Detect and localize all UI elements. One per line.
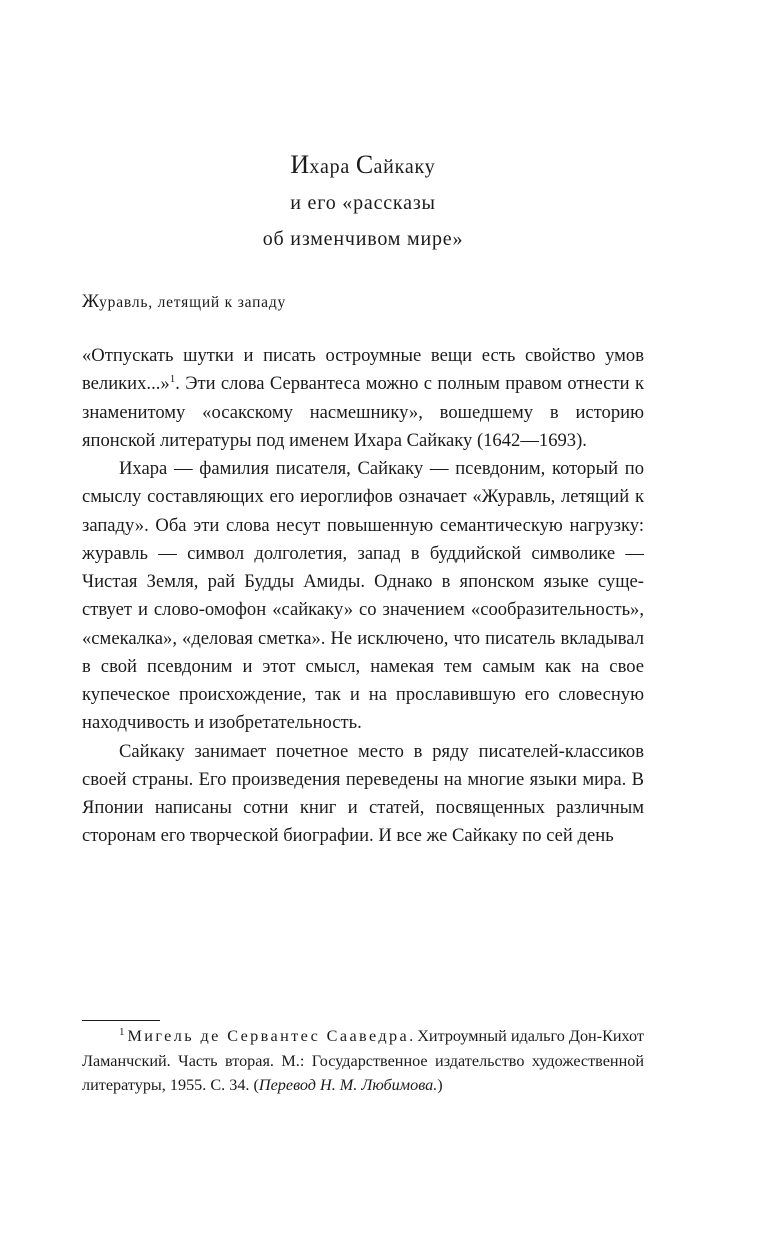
paragraph-1 [82,342,644,455]
title-initial-2: С [355,150,374,179]
paragraph-2: Ихара — фамилия писателя, Сайкаку — псевдоним, который по смыслу составляющих его иероглифов означает «Журавль, летящий к западу». Оба эти слова несут повышенную семантическую нагрузку: журавль — символ долголетия, запад в буддийской символике — Чистая Земля, рай Будды Амиды. Однако в японском языке существует и слово-омофон «сайкаку» со значением «сообразительность», «смекалка», «деловая сметка». Не исключено, что писатель вкладывал в свой псевдоним и этот смысл, намекая тем самым как на свое купеческое происхождение, так и на прославившую его словесную находчивость и изобретательность. [82,458,644,734]
footnote-reference: 1 [169,373,176,386]
chapter-title [82,147,644,257]
section-heading [82,286,644,319]
paragraph-1-quote: «Отпускать шутки и писать остроумные вещи есть свойство умов великих...» [82,345,644,395]
footnote-divider [82,1020,160,1021]
footnote-number: 1 [119,1025,125,1038]
footnote-translator: Перевод Н. М. Любимова. [258,1076,438,1095]
paragraph-1-text: . Эти слова Сервантеса можно с полным правом отнести к знаменитому «осакскому насмешнику», вошедшему в историю японской литературы под именем Ихара Сайкаку (1642—1693). [82,373,644,451]
footnote-paragraph [82,1024,644,1098]
section-heading-initial: Ж [82,291,100,312]
footnote [82,1024,644,1098]
footnote-author: Мигель де Сервантес Сааведра [127,1027,410,1045]
title-line-2: и его «рассказы [290,192,436,214]
body-text [82,342,644,851]
footnote-close: ) [437,1076,443,1095]
title-line-1 [82,147,644,185]
paragraph-3: Сайкаку занимает почетное место в ряду писателей-классиков своей страны. Его произведения переведены на многие языки мира. В Японии написаны сотни книг и статей, посвященных различным сторонам его творческой биографии. И все же Сайкаку по сей день [82,740,644,847]
section-heading-text: уравль, летящий к западу [99,294,287,311]
title-word-2: айкаку [373,156,436,178]
title-word-1: хара [309,156,356,178]
title-line-3: об изменчивом мире» [262,228,464,250]
footnote-text: . Хитроумный идальго Дон-Кихот Ламанчский. Часть вторая. М.: Государственное издательство художественной литературы, 1955. С. 34. ( [82,1027,644,1095]
title-initial-1: И [290,150,310,179]
